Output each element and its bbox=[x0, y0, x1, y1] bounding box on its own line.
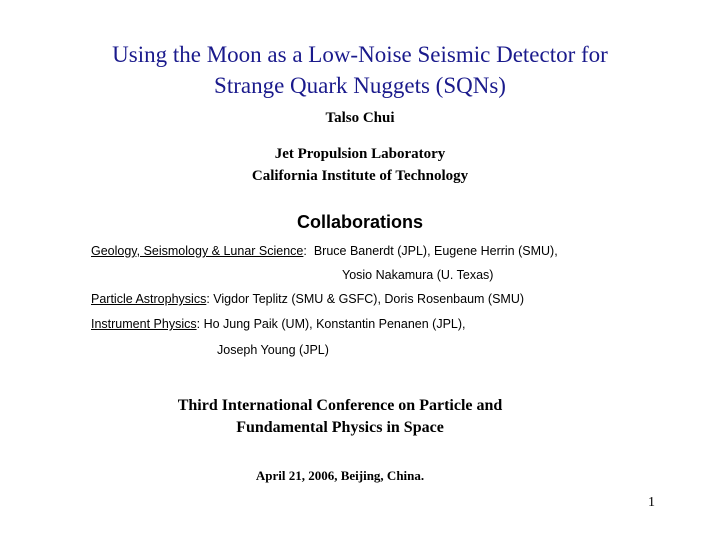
collab-label: Particle Astrophysics bbox=[91, 292, 207, 306]
collab-label: Instrument Physics bbox=[91, 317, 197, 331]
collab-members: Vigdor Teplitz (SMU & GSFC), Doris Rosenbaum (SMU) bbox=[213, 292, 525, 306]
slide-title-line-2: Strange Quark Nuggets (SQNs) bbox=[214, 73, 506, 98]
collab-entry-geology-cont: Yosio Nakamura (U. Texas) bbox=[342, 268, 494, 282]
affiliation-line-1: Jet Propulsion Laboratory bbox=[274, 146, 446, 162]
collab-label: Geology, Seismology & Lunar Science bbox=[91, 244, 304, 258]
collab-separator: : bbox=[303, 244, 307, 258]
conference-line-1: Third International Conference on Particle and bbox=[177, 397, 503, 414]
date-location: April 21, 2006, Beijing, China. bbox=[255, 468, 425, 483]
collab-separator: : bbox=[196, 317, 201, 331]
slide-title-line-1: Using the Moon as a Low-Noise Seismic Detector for bbox=[112, 42, 608, 67]
collab-members: Ho Jung Paik (UM), Konstantin Penanen (JPL), bbox=[203, 317, 466, 331]
collab-separator: : bbox=[206, 292, 210, 306]
collab-entry-instrument-cont: Joseph Young (JPL) bbox=[217, 343, 329, 357]
collab-entry-geology bbox=[91, 244, 558, 258]
author-name: Talso Chui bbox=[325, 110, 395, 126]
collab-entry-particle bbox=[91, 292, 524, 306]
affiliation-line-2: California Institute of Technology bbox=[251, 168, 469, 184]
collab-members: Bruce Banerdt (JPL), Eugene Herrin (SMU), bbox=[313, 244, 558, 258]
collaborations-heading: Collaborations bbox=[296, 212, 423, 232]
collab-entry-instrument bbox=[91, 317, 466, 331]
page-number: 1 bbox=[648, 495, 655, 510]
conference-line-2: Fundamental Physics in Space bbox=[236, 419, 444, 436]
